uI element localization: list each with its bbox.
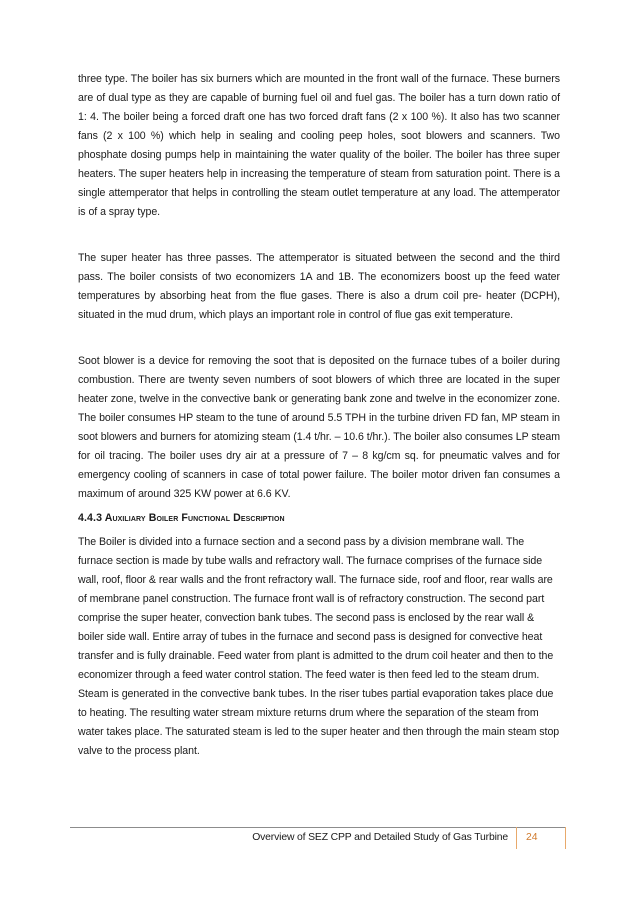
body-paragraph-4: The Boiler is divided into a furnace section and a second pass by a division membrane wall. The furnace section is made by tube walls and refractory wall. The furnace comprises of the furnace side wall, roof, floor & rear walls and the front refractory wall. The furnace side, roof and floor, rear walls are of membrane panel construction. The furnace front wall is of refractory construction. The second part comprise the super heater, convection bank tubes. The second pass is enclosed by the rear wall & boiler side wall. Entire array of tubes in the furnace and second pass is designed for convective heat transfer and is fully drainable. Feed water from plant is admitted to the drum coil heater and then to the economizer through a feed water control station. The feed water is then feed led to the steam drum. Steam is generated in the convective bank tubes. In the riser tubes partial evaporation takes place due to heating. The resulting water stream mixture returns drum where the separation of the steam from water takes place. The saturated steam is led to the super heater and then through the main steam stop valve to the process plant. (78, 536, 560, 757)
section-heading: 4.4.3 Auxiliary Boiler Functional Description (78, 512, 285, 524)
body-paragraph-1: three type. The boiler has six burners which are mounted in the front wall of the furnace. These burners are of dual type as they are capable of burning fuel oil and fuel gas. The boiler has a turn down ratio of 1: 4. The boiler being a forced draft one has two forced draft fans (2 x 100 %). It also has two scanner fans (2 x 100 %) which help in sealing and cooling peep holes, soot blowers and scanners. Two phosphate dosing pumps help in maintaining the water quality of the boiler. The boiler has three super heaters. The super heaters help in increasing the temperature of steam from saturation point. There is a single attemperator that helps in controlling the steam outlet temperature at any load. The attemperator is of a spray type. (78, 73, 560, 218)
footer-title: Overview of SEZ CPP and Detailed Study of Gas Turbine (252, 832, 508, 843)
page-footer (70, 827, 566, 849)
page-number: 24 (526, 832, 538, 843)
body-paragraph-2: The super heater has three passes. The attemperator is situated between the second and the third pass. The boiler consists of two economizers 1A and 1B. The economizers boost up the feed water temperatures by absorbing heat from the flue gases. There is also a drum coil pre- heater (DCPH), situated in the mud drum, which plays an important role in control of flue gas exit temperature. (78, 252, 560, 321)
footer-edge-rule (565, 827, 566, 849)
body-paragraph-3: Soot blower is a device for removing the soot that is deposited on the furnace tubes of a boiler during combustion. There are twenty seven numbers of soot blowers of which three are located in the super heater zone, twelve in the convective bank or generating bank zone and twelve in the economizer zone. The boiler consumes HP steam to the tune of around 5.5 TPH in the turbine driven FD fan, MP steam in soot blowers and burners for atomizing steam (1.4 t/hr. – 10.6 t/hr.). The boiler also consumes LP steam for oil tracing. The boiler uses dry air at a pressure of 7 – 8 kg/cm sq. for pneumatic valves and for emergency cooling of scanners in case of total power failure. The boiler motor driven fan consumes a maximum of around 325 KW power at 6.6 KV. (78, 355, 560, 500)
page-body (78, 70, 560, 761)
footer-divider (516, 827, 517, 849)
footer-rule (70, 827, 566, 828)
